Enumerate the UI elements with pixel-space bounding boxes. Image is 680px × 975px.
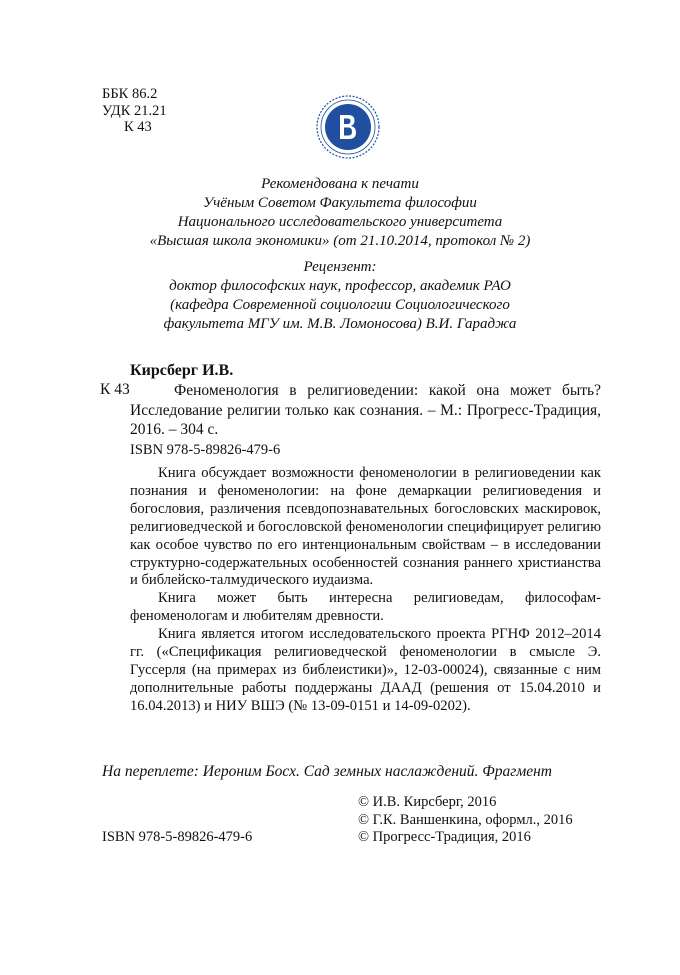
reviewer-line: доктор философских наук, профессор, академик РАО bbox=[169, 278, 511, 294]
reviewer-heading: Рецензент: bbox=[303, 259, 377, 275]
recommendation-block bbox=[0, 175, 680, 251]
book-author: Кирсберг И.В. bbox=[130, 362, 234, 379]
bibliographic-text: Феноменология в религиоведении: какой она может быть? Исследование религии только как сознания. – М.: Прогресс-Традиция, 2016. – 304 с. bbox=[130, 382, 601, 438]
recommendation-line: Национального исследовательского университета bbox=[177, 214, 503, 230]
reviewer-line: факультета МГУ им. М.В. Ломоносова) В.И. Гараджа bbox=[163, 316, 517, 332]
cover-note: На переплете: Иероним Босх. Сад земных наслаждений. Фрагмент bbox=[102, 763, 552, 780]
reviewer-line: (кафедра Современной социологии Социологического bbox=[170, 297, 510, 313]
copyright-block bbox=[358, 794, 573, 847]
annotation bbox=[130, 465, 601, 716]
copyright-line: © Прогресс-Традиция, 2016 bbox=[358, 829, 531, 845]
isbn-footer: ISBN 978-5-89826-479-6 bbox=[102, 829, 253, 845]
copyright-line: © И.В. Кирсберг, 2016 bbox=[358, 794, 497, 810]
udk-code: УДК 21.21 bbox=[102, 102, 167, 119]
recommendation-line: Рекомендована к печати bbox=[261, 176, 419, 192]
hse-logo bbox=[316, 95, 380, 159]
annotation-paragraph: Книга обсуждает возможности феноменологии в религиоведении как познания и феноменологии: на фоне демаркации религиоведения и богословия, различения псевдопознавательных богословских маскировок, религиоведческой и богословской феноменологии специфицирует религию как особое чувство по его интенциональным свойствам – в исследовании структурно-содержательных особенностей сознания раннего христианства и библейско-талмудического иудаизма. bbox=[130, 465, 601, 589]
copyright-line: © Г.К. Ваншенкина, оформл., 2016 bbox=[358, 811, 573, 828]
annotation-paragraph: Книга является итогом исследовательского проекта РГНФ 2012–2014 гг. («Спецификация религиоведческой феноменологии в смысле Э. Гуссерля (на примерах из библеистики)», 12-03-00024), связанные с ним дополнительные работы поддержаны ДААД (решения от 15.04.2010 и 16.04.2013) и НИУ ВШЭ (№ 13-09-0151 и 14-09-0202). bbox=[130, 626, 601, 714]
recommendation-line: «Высшая школа экономики» (от 21.10.2014, протокол № 2) bbox=[149, 233, 531, 249]
reviewer-block bbox=[0, 258, 680, 334]
bibliographic-entry bbox=[130, 381, 601, 440]
classification-block bbox=[102, 86, 167, 136]
hse-emblem-icon bbox=[316, 95, 380, 159]
author-code: К 43 bbox=[124, 119, 152, 135]
bibliography-code: К 43 bbox=[100, 381, 130, 398]
annotation-paragraph: Книга может быть интересна религиоведам, философам-феноменологам и любителям древности. bbox=[130, 590, 601, 625]
isbn-main: ISBN 978-5-89826-479-6 bbox=[130, 442, 281, 458]
recommendation-line: Учёным Советом Факультета философии bbox=[203, 195, 477, 211]
bbk-code: ББК 86.2 bbox=[102, 86, 158, 102]
